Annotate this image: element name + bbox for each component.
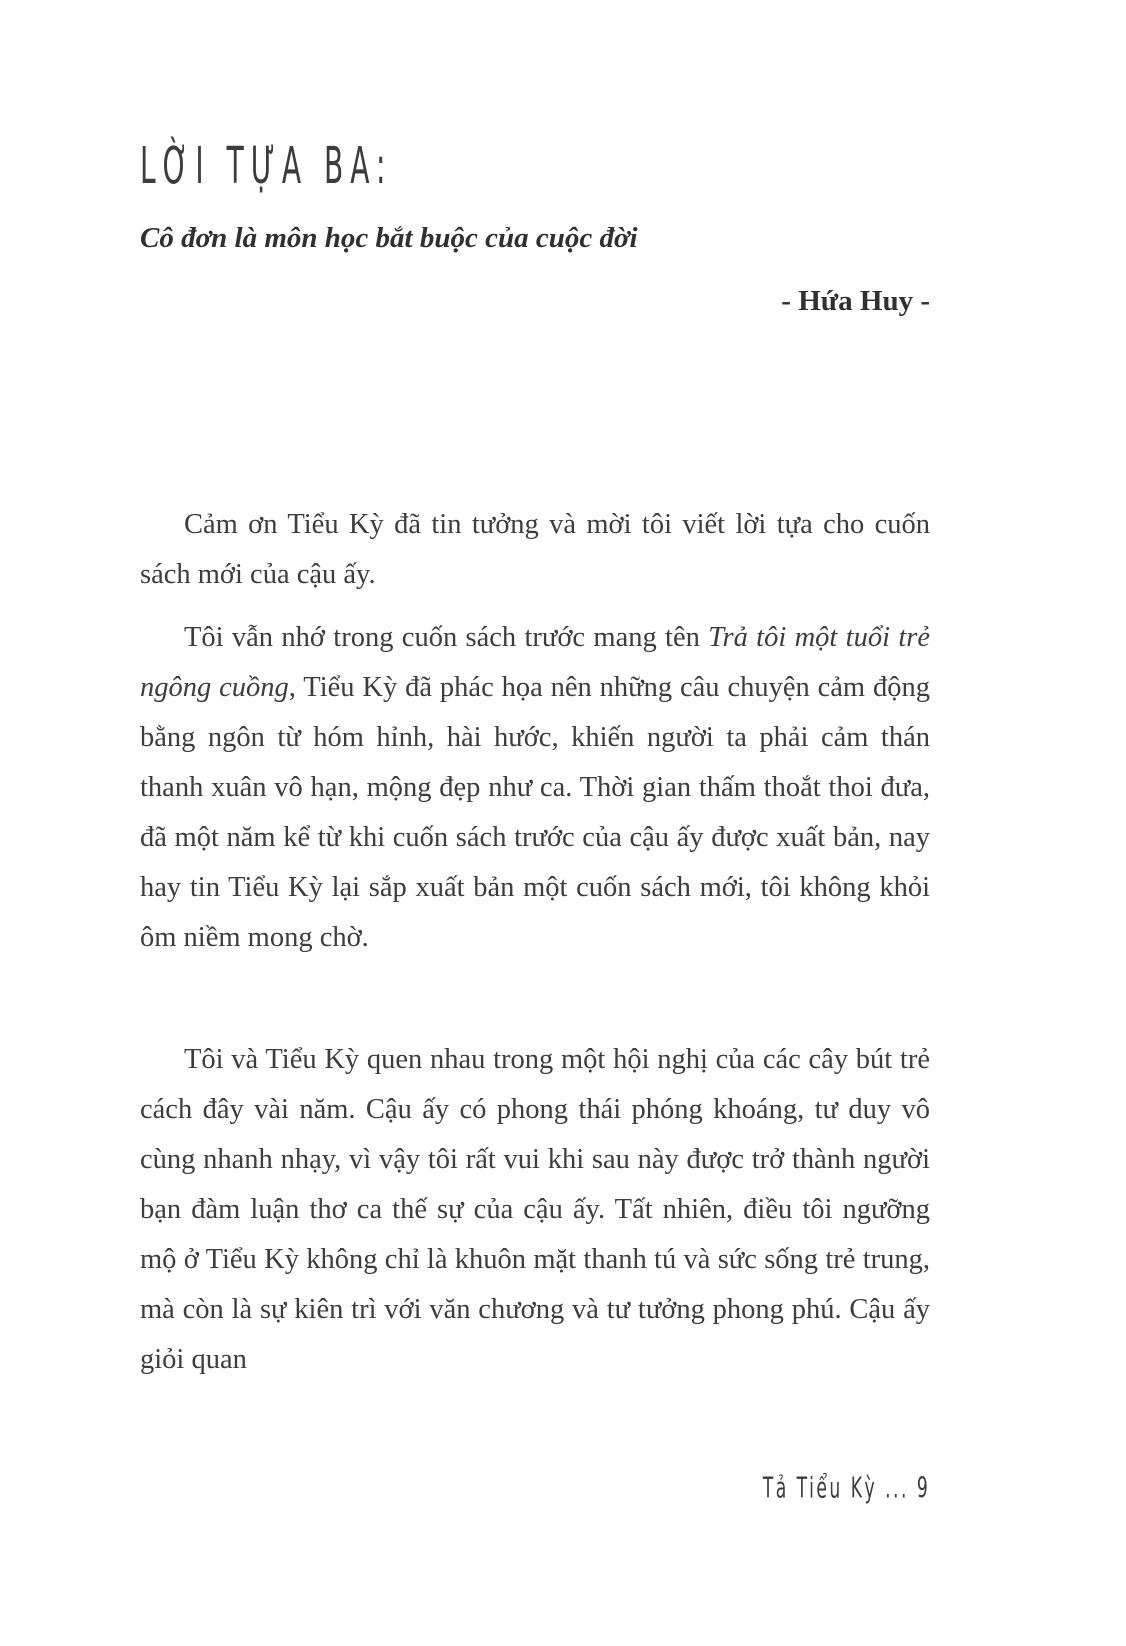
body-text (140, 500, 930, 1385)
chapter-title-block (140, 138, 930, 208)
author-attribution: - Hứa Huy - (781, 285, 930, 317)
running-footer-and-page-number: Tả Tiểu Kỳ ... 9 (762, 1472, 930, 1505)
paragraph: Tôi và Tiểu Kỳ quen nhau trong một hội nghị của các cây bút trẻ cách đây vài năm. Cậu ấy có phong thái phóng khoáng, tư duy vô cùng nhanh nhạy, vì vậy tôi rất vui khi sau này được trở thành người bạn đàm luận thơ ca thế sự của cậu ấy. Tất nhiên, điều tôi ngưỡng mộ ở Tiểu Kỳ không chỉ là khuôn mặt thanh tú và sức sống trẻ trung, mà còn là sự kiên trì với văn chương và tư tưởng phong phú. Cậu ấy giỏi quan (140, 1044, 930, 1375)
paragraph (140, 613, 930, 963)
book-title-inline: Trả tôi một tuổi trẻ ngông cuồng (140, 622, 931, 703)
paragraph-text: Tôi vẫn nhớ trong cuốn sách trước mang tên (184, 622, 709, 653)
paragraph-text: , Tiểu Kỳ đã phác họa nên những câu chuyện cảm động bằng ngôn từ hóm hỉnh, hài hước, khiến người ta phải cảm thán thanh xuân vô hạn, mộng đẹp như ca. Thời gian thấm thoắt thoi đưa, đã một năm kể từ khi cuốn sách trước của cậu ấy được xuất bản, nay hay tin Tiểu Kỳ lại sắp xuất bản một cuốn sách mới, tôi không khỏi ôm niềm mong chờ. (140, 672, 930, 953)
chapter-subtitle: Cô đơn là môn học bắt buộc của cuộc đời (140, 222, 638, 254)
page-title: LỜI TỰA BA: (140, 138, 393, 196)
page-footer (726, 1472, 930, 1505)
paragraph: Cảm ơn Tiểu Kỳ đã tin tưởng và mời tôi viết lời tựa cho cuốn sách mới của cậu ấy. (140, 509, 930, 590)
